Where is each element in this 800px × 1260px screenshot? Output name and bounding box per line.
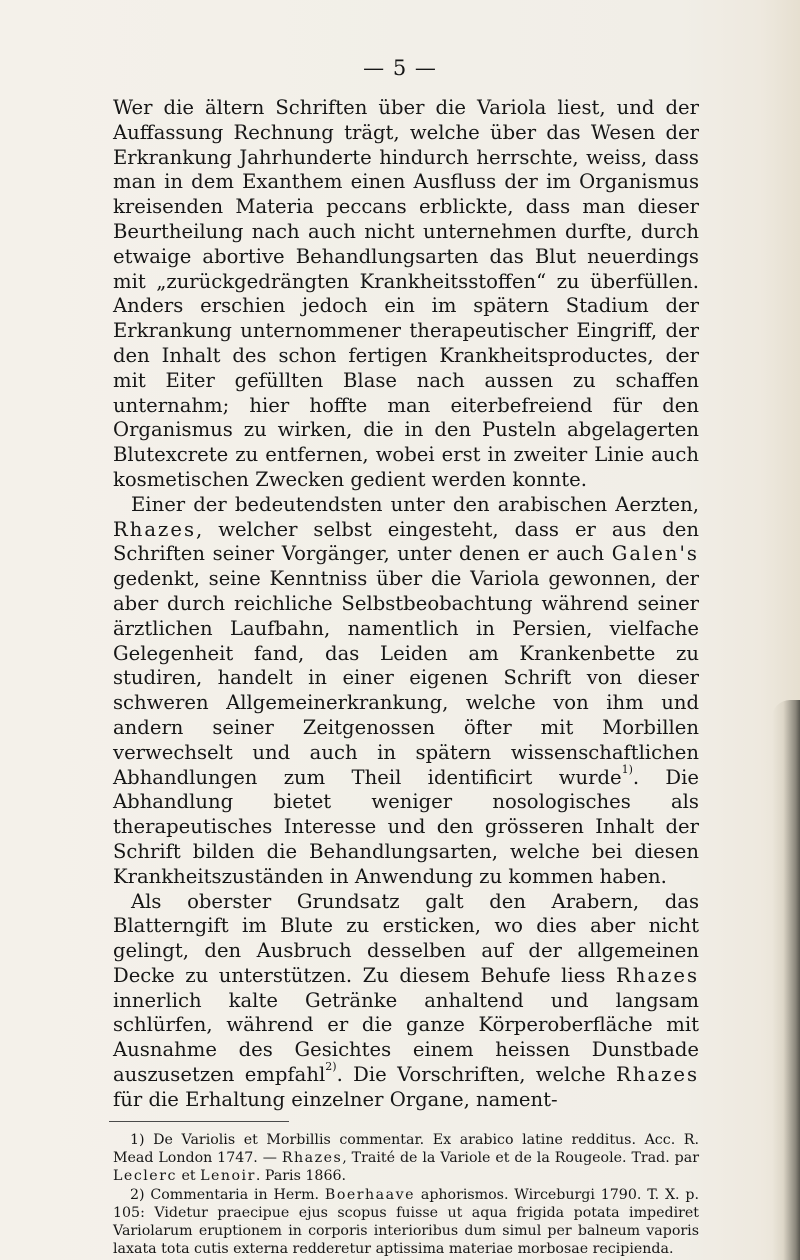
paragraph-text: für die Erhaltung einzelner Organe, nament-	[113, 1087, 558, 1111]
footnotes	[113, 1131, 699, 1259]
author-name: Rhazes	[615, 1063, 699, 1087]
author-name: Galen's	[611, 542, 699, 566]
footnote-text: 2) Commentaria in Herm.	[130, 1186, 325, 1203]
author-name: Rhazes	[615, 963, 699, 987]
footnote-text: 1) De Variolis et Morbillis commentar. Ex arabico latine redditus. Acc. R. Mead London 1747. —	[113, 1131, 699, 1166]
author-name: Boerhaave	[324, 1186, 416, 1203]
paragraph-1	[113, 96, 699, 493]
paragraph-text: gedenkt, seine Kenntniss über die Variola gewonnen, der aber durch reichliche Selbstbeobachtung während seiner ärztlichen Laufbahn, namentlich in Persien, vielfache Gelegenheit fand, das Leiden am Krankenbette zu studiren, handelt in einer eigenen Schrift von dieser schweren Allgemeinerkrankung, welche von ihm und andern seiner Zeitgenossen öfter mit Morbillen verwechselt und auch in spätern wissenschaftlichen Abhandlungen zum Theil identificirt wurde	[113, 567, 699, 789]
paragraph-text: innerlich kalte Getränke anhaltend und langsam schlürfen, während er die ganze Körperoberfläche mit Ausnahme des Gesichtes einem heissen Dunstbade auszusetzen empfahl	[113, 988, 699, 1087]
author-name: Leclerc	[113, 1168, 177, 1185]
author-name: Lenoir	[200, 1168, 256, 1185]
footnote-text: et	[176, 1168, 201, 1185]
footnote-text: , Traité de la Variole et de la Rougeole. Trad. par	[342, 1149, 699, 1166]
paragraph-text: Als oberster Grundsatz galt den Arabern, das Blatterngift im Blute zu ersticken, wo dies aber nicht gelingt, den Ausbruch desselben auf der allgemeinen Decke zu unterstützen. Zu diesem Behufe liess	[113, 889, 699, 987]
paragraph-text: . Die Abhandlung bietet weniger nosologisches als therapeutisches Interesse und den grösseren Inhalt der Schrift bilden die Behandlungsarten, welche bei diesen Krankheitszuständen in Anwendung zu kommen haben.	[113, 765, 699, 888]
paragraph-text: Einer der bedeutendsten unter den arabischen Aerzten,	[131, 492, 699, 516]
paragraph-2	[113, 493, 699, 890]
paragraph-3	[113, 890, 699, 1113]
author-name: Rhazes	[281, 1149, 343, 1166]
footnote-text: aphorismos. Wirceburgi 1790. T. X. p. 105: Videtur praecipue ejus scopus fuisse ut aqua frigida potata impediret Variolarum eruptionem in corporis interioribus dum simul per balneum vaporis laxata tota cutis externa redderetur aptissima materiae morbosae recipienda.	[113, 1186, 699, 1258]
author-name: Rhazes	[113, 517, 197, 541]
body-text	[113, 96, 699, 1113]
page-number: — 5 —	[363, 56, 437, 80]
footnote-1	[113, 1131, 699, 1186]
page-edge-shadow	[772, 700, 800, 1260]
paragraph-text: . Die Vorschriften, welche	[336, 1063, 616, 1087]
page-content	[113, 96, 699, 1259]
paragraph-text: , welcher selbst eingesteht, dass er aus den Schriften seiner Vorgänger, unter denen er auch	[113, 517, 699, 566]
paragraph-text: Wer die ältern Schriften über die Variola liest, und der Auffassung Rechnung trägt, welche über das Wesen der Erkrankung Jahrhunderte hindurch herrschte, weiss, dass man in dem Exanthem einen Ausfluss der im Organismus kreisenden Materia peccans erblickte, dass man dieser Beurtheilung nach auch nicht unternehmen durfte, durch etwaige abortive Behandlungsarten das Blut neuerdings mit „zurückgedrängten Krankheitsstoffen“ zu überfüllen. Anders erschien jedoch ein im spätern Stadium der Erkrankung unternommener therapeutischer Eingriff, der den Inhalt des schon fertigen Krankheitsproductes, der mit Eiter gefüllten Blase nach aussen zu schaffen unternahm; hier hoffte man eiterbefreiend für den Organismus zu wirken, die in den Pusteln abgelagerten Blutexcrete zu entfernen, wobei erst in zweiter Linie auch kosmetischen Zwecken gedient werden konnte.	[113, 96, 699, 491]
footnote-reference: 2)	[325, 1060, 337, 1074]
footnote-reference: 1)	[621, 762, 633, 776]
footnote-divider	[109, 1121, 289, 1122]
footnote-text: . Paris 1866.	[255, 1168, 347, 1185]
footnote-2	[113, 1186, 699, 1259]
